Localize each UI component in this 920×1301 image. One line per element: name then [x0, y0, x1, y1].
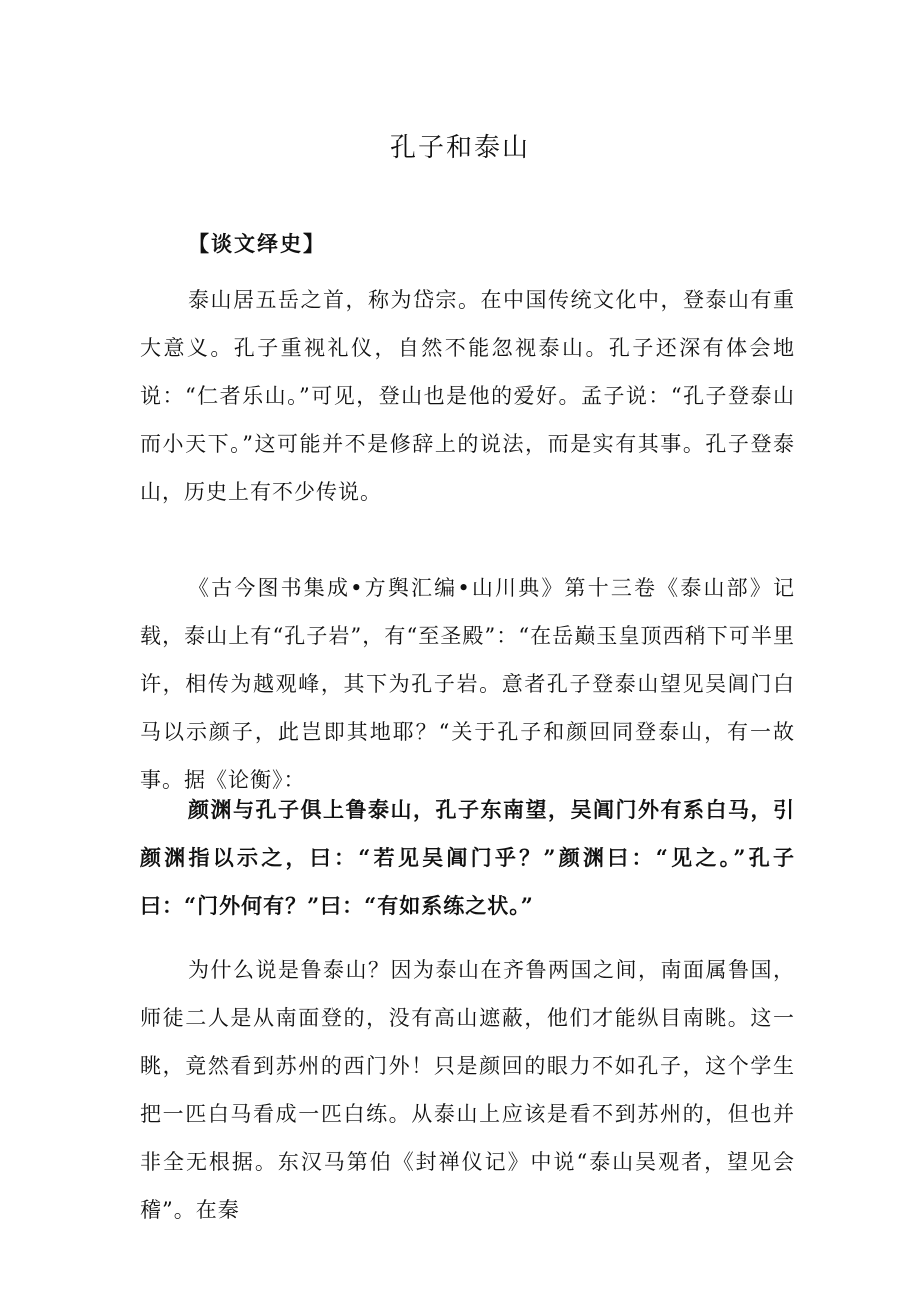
paragraph-4: 为什么说是鲁泰山？因为泰山在齐鲁两国之间，南面属鲁国，师徒二人是从南面登的，没有高山遮蔽，他们才能纵目南眺。这一眺，竟然看到苏州的西门外！只是颜回的眼力不如孔子，这个学生把一匹白马看成一匹白练。从泰山上应该是看不到苏州的，但也并非全无根据。东汉马第伯《封禅仪记》中说“泰山吴观者，望见会稽”。在秦: [140, 958, 795, 1222]
section-heading: 【谈文绎史】: [188, 231, 326, 256]
paragraph-2: 《古今图书集成•方舆汇编•山川典》第十三卷《泰山部》记载，泰山上有“孔子岩”，有“至圣殿”：“在岳巅玉皇顶西稍下可半里许，相传为越观峰，其下为孔子岩。意者孔子登泰山望见吴阊门白马以示颜子，此岂即其地耶？“关于孔子和颜回同登泰山，有一故事。据《论衡》：: [140, 576, 795, 792]
quoted-passage: 颜渊与孔子俱上鲁泰山，孔子东南望，吴阊门外有系白马，引颜渊指以示之，曰：“若见吴阊门乎？”颜渊曰：“见之。”孔子曰：“门外何有？”曰：“有如系练之状。”: [140, 797, 795, 918]
page-title: 孔子和泰山: [389, 133, 530, 163]
paragraph-1: 泰山居五岳之首，称为岱宗。在中国传统文化中，登泰山有重大意义。孔子重视礼仪，自然不能忽视泰山。孔子还深有体会地说：“仁者乐山。”可见，登山也是他的爱好。孟子说：“孔子登泰山而小天下。”这可能并不是修辞上的说法，而是实有其事。孔子登泰山，历史上有不少传说。: [140, 288, 795, 504]
